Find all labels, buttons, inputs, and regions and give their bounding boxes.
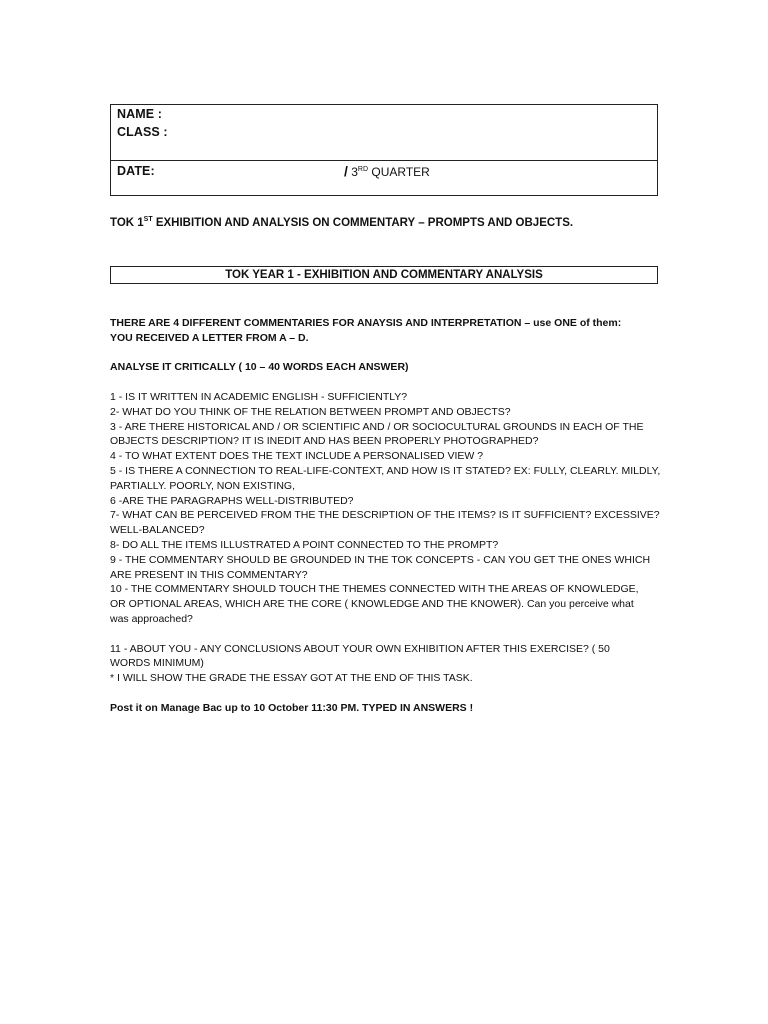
question-9-line-1: 9 - THE COMMENTARY SHOULD BE GROUNDED IN THE TOK CONCEPTS - CAN YOU GET THE ONES WHICH — [110, 553, 651, 566]
title-prefix: TOK 1 — [110, 217, 144, 229]
question-1: 1 - IS IT WRITTEN IN ACADEMIC ENGLISH - SUFFICIENTLY? — [110, 390, 408, 403]
question-3-line-1: 3 - ARE THERE HISTORICAL AND / OR SCIENTIFIC AND / OR SOCIOCULTURAL GROUNDS IN EACH OF THE — [110, 420, 644, 433]
name-label: NAME : — [117, 107, 163, 121]
question-5-line-2: PARTIALLY. POORLY, NON EXISTING, — [110, 479, 295, 492]
question-3-line-2: OBJECTS DESCRIPTION? IT IS INEDIT AND HAS BEEN PROPERLY PHOTOGRAPHED? — [110, 435, 539, 448]
quarter-suffix: RD — [357, 166, 369, 173]
grade-note: * I WILL SHOW THE GRADE THE ESSAY GOT AT THE END OF THIS TASK. — [110, 672, 473, 685]
title-superscript: ST — [143, 216, 153, 223]
name-class-row — [111, 105, 657, 161]
question-2: 2- WHAT DO YOU THINK OF THE RELATION BETWEEN PROMPT AND OBJECTS? — [110, 405, 511, 418]
year-title-box: TOK YEAR 1 - EXHIBITION AND COMMENTARY ANALYSIS — [110, 266, 658, 284]
question-10-line-2: OR OPTIONAL AREAS, WHICH ARE THE CORE ( KNOWLEDGE AND THE KNOWER). Can you perceive what — [110, 598, 634, 611]
title-suffix: EXHIBITION AND ANALYSIS ON COMMENTARY – PROMPTS AND OBJECTS. — [152, 217, 574, 229]
question-10-line-1: 10 - THE COMMENTARY SHOULD TOUCH THE THEMES CONNECTED WITH THE AREAS OF KNOWLEDGE, — [110, 583, 639, 596]
question-6: 6 -ARE THE PARAGRAPHS WELL-DISTRIBUTED? — [110, 494, 354, 507]
submission-note: Post it on Manage Bac up to 10 October 11:30 PM. TYPED IN ANSWERS ! — [110, 701, 474, 714]
quarter-word: QUARTER — [368, 165, 430, 179]
intro-line-2: YOU RECEIVED A LETTER FROM A – D. — [110, 331, 309, 344]
question-7-line-1: 7- WHAT CAN BE PERCEIVED FROM THE THE DESCRIPTION OF THE ITEMS? IS IT SUFFICIENT? EXCESSIVE? — [110, 509, 660, 522]
document-title — [110, 216, 573, 229]
student-info-box — [110, 104, 658, 196]
quarter-slash: / — [344, 163, 348, 179]
intro-line-1: THERE ARE 4 DIFFERENT COMMENTARIES FOR ANAYSIS AND INTERPRETATION – use ONE of them: — [110, 317, 622, 329]
question-11-line-1: 11 - ABOUT YOU - ANY CONCLUSIONS ABOUT YOUR OWN EXHIBITION AFTER THIS EXERCISE? ( 50 — [110, 642, 610, 655]
date-label: DATE: — [117, 164, 155, 178]
quarter-label — [344, 163, 430, 179]
question-10-line-3: was approached? — [110, 612, 193, 625]
question-8: 8- DO ALL THE ITEMS ILLUSTRATED A POINT CONNECTED TO THE PROMPT? — [110, 538, 499, 551]
quarter-number: 3 — [351, 165, 358, 179]
question-9-line-2: ARE PRESENT IN THIS COMMENTARY? — [110, 568, 308, 581]
analyse-instruction: ANALYSE IT CRITICALLY ( 10 – 40 WORDS EACH ANSWER) — [110, 361, 409, 374]
instructions — [110, 316, 666, 716]
question-11-line-2: WORDS MINIMUM) — [110, 657, 204, 670]
question-5-line-1: 5 - IS THERE A CONNECTION TO REAL-LIFE-CONTEXT, AND HOW IS IT STATED? EX: FULLY, CLEARLY. MILDLY, — [110, 464, 661, 477]
question-7-line-2: WELL-BALANCED? — [110, 524, 205, 537]
class-label: CLASS : — [117, 125, 168, 139]
question-4: 4 - TO WHAT EXTENT DOES THE TEXT INCLUDE A PERSONALISED VIEW ? — [110, 450, 484, 463]
